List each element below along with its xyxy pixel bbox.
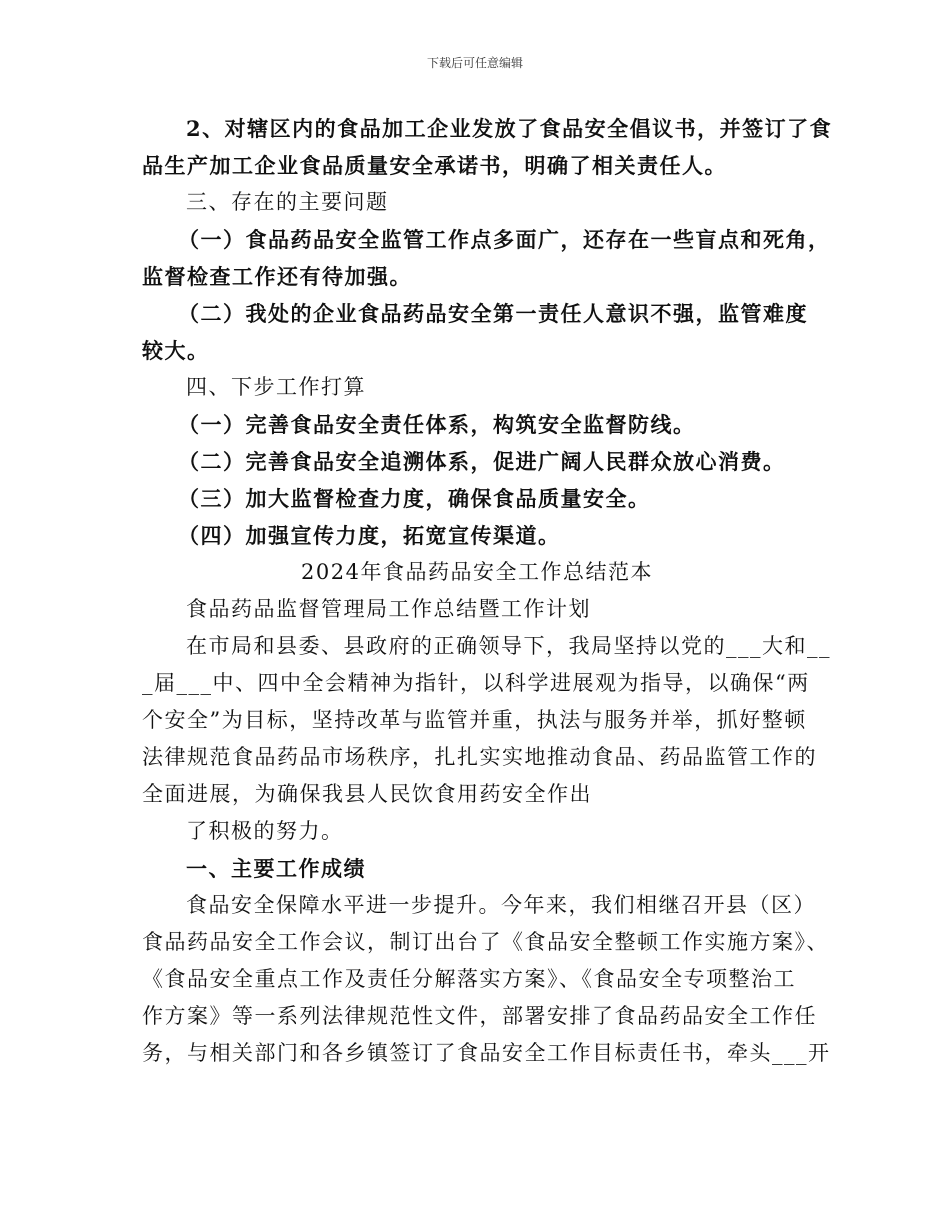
paragraph-line: 2、对辖区内的食品加工企业发放了食品安全倡议书，并签订了食	[186, 116, 833, 141]
paragraph-line: 务，与相关部门和各乡镇签订了食品安全工作目标责任书，牵头___开	[142, 1041, 831, 1065]
section-heading: 一、主要工作成绩	[186, 856, 366, 881]
paragraph-line: 了积极的努力。	[186, 819, 344, 843]
document-title: 2024年食品药品安全工作总结范本	[301, 560, 653, 584]
list-item: （三）加大监督检查力度，确保食品质量安全。	[178, 486, 651, 511]
paragraph-line: 个安全”为目标，坚持改革与监管并重，执法与服务并举，抓好整顿	[142, 708, 807, 732]
page-header: 下载后可任意编辑	[426, 56, 523, 70]
paragraph-line: 在市局和县委、县政府的正确领导下，我局坚持以党的___大和__	[186, 634, 831, 658]
paragraph-line: 法律规范食品药品市场秩序，扎扎实实地推动食品、药品监管工作的	[142, 745, 817, 769]
paragraph-line: 监督检查工作还有待加强。	[142, 264, 412, 289]
paragraph-line: 《食品安全重点工作及责任分解落实方案》、《食品安全专项整治工	[142, 967, 796, 991]
paragraph-line: 全面进展，为确保我县人民饮食用药安全作出	[142, 782, 592, 806]
list-item: （一）完善食品安全责任体系，构筑安全监督防线。	[178, 412, 696, 437]
paragraph-line: _届___中、四中全会精神为指针，以科学进展观为指导，以确保“两	[142, 671, 810, 695]
list-item: （四）加强宣传力度，拓宽宣传渠道。	[178, 523, 561, 548]
section-heading: 四、下步工作打算	[186, 375, 366, 399]
paragraph-line: 食品药品安全工作会议，制订出台了《食品安全整顿工作实施方案》、	[142, 930, 829, 954]
section-heading: 三、存在的主要问题	[186, 190, 389, 214]
paragraph-line: 较大。	[142, 338, 210, 363]
paragraph-line: （一）食品药品安全监管工作点多面广，还存在一些盲点和死角，	[178, 227, 831, 252]
list-item: （二）完善食品安全追溯体系，促进广阔人民群众放心消费。	[178, 449, 786, 474]
paragraph-line: 作方案》等一系列法律规范性文件，部署安排了食品药品安全工作任	[142, 1004, 817, 1028]
paragraph-line: 食品安全保障水平进一步提升。今年来，我们相继召开县（区）	[186, 893, 816, 917]
paragraph-line: （二）我处的企业食品药品安全第一责任人意识不强，监管难度	[178, 301, 808, 326]
document-subtitle: 食品药品监督管理局工作总结暨工作计划	[186, 597, 591, 621]
document-body	[142, 110, 833, 1072]
paragraph-line: 品生产加工企业食品质量安全承诺书，明确了相关责任人。	[142, 153, 727, 178]
